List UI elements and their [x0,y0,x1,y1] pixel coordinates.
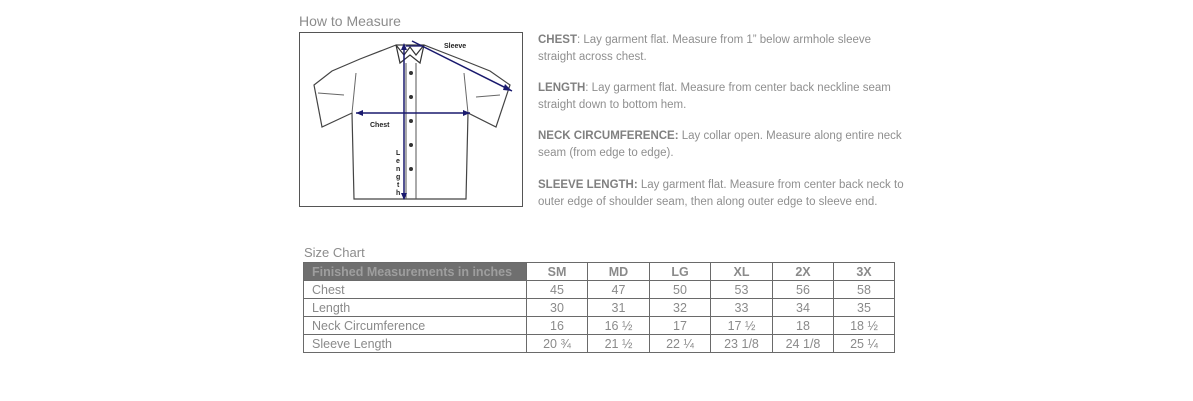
table-cell: 56 [773,281,834,299]
sleeve-instruction [538,177,908,211]
table-cell: 47 [588,281,650,299]
table-cell: 22 ¼ [650,335,711,353]
sleeve-label: Sleeve [444,43,467,50]
table-row [304,335,895,353]
table-cell: 30 [527,299,588,317]
instruction-label: SLEEVE LENGTH: [538,179,638,191]
instruction-sep: : [585,82,589,94]
how-to-measure-title: How to Measure [299,13,401,29]
length-letter: L [396,150,401,157]
instruction-text: Lay collar open. Measure along entire neck seam (from edge to edge). [538,130,902,159]
instruction-label: CHEST [538,34,577,46]
size-chart-title: Size Chart [304,245,365,260]
neck-instruction [538,128,908,162]
length-letter: h [396,190,401,197]
length-letter: t [397,182,400,189]
header-size: 2X [773,263,834,281]
table-cell: 16 ½ [588,317,650,335]
table-cell: 58 [834,281,895,299]
table-cell: 32 [650,299,711,317]
table-cell: 18 [773,317,834,335]
row-label: Chest [304,281,527,299]
table-cell: 16 [527,317,588,335]
table-cell: 34 [773,299,834,317]
table-cell: 20 ¾ [527,335,588,353]
length-instruction [538,80,908,114]
row-label: Sleeve Length [304,335,527,353]
length-letter: e [396,158,400,165]
table-header-row [304,263,895,281]
length-letter: n [396,166,401,173]
shirt-illustration [300,33,522,206]
table-cell: 35 [834,299,895,317]
table-cell: 18 ½ [834,317,895,335]
header-size: LG [650,263,711,281]
table-cell: 17 [650,317,711,335]
instruction-label: NECK CIRCUMFERENCE: [538,130,679,142]
header-size: MD [588,263,650,281]
row-label: Neck Circumference [304,317,527,335]
instruction-text: Lay garment flat. Measure from center back neck to outer edge of shoulder seam, then along outer edge to sleeve end. [538,179,904,208]
instruction-text: Lay garment flat. Measure from center back neckline seam straight down to bottom hem. [538,82,891,111]
instruction-text: Lay garment flat. Measure from 1” below armhole sleeve straight across chest. [538,34,872,63]
header-size: SM [527,263,588,281]
table-cell: 24 1/8 [773,335,834,353]
table-cell: 23 1/8 [711,335,773,353]
instruction-sep: : [576,34,581,46]
instruction-label: LENGTH [538,82,586,94]
shirt-measure-diagram [299,32,523,207]
table-row [304,299,895,317]
chest-label: Chest [370,122,390,129]
table-row [304,317,895,335]
table-cell: 45 [527,281,588,299]
size-chart-table [303,262,895,353]
table-cell: 33 [711,299,773,317]
chest-instruction [538,32,908,66]
header-measurements: Finished Measurements in inches [304,263,527,281]
table-row [304,281,895,299]
table-cell: 53 [711,281,773,299]
table-cell: 21 ½ [588,335,650,353]
header-size: XL [711,263,773,281]
table-cell: 31 [588,299,650,317]
length-letter: g [396,174,401,181]
header-size: 3X [834,263,895,281]
table-cell: 17 ½ [711,317,773,335]
table-cell: 50 [650,281,711,299]
table-cell: 25 ¼ [834,335,895,353]
row-label: Length [304,299,527,317]
